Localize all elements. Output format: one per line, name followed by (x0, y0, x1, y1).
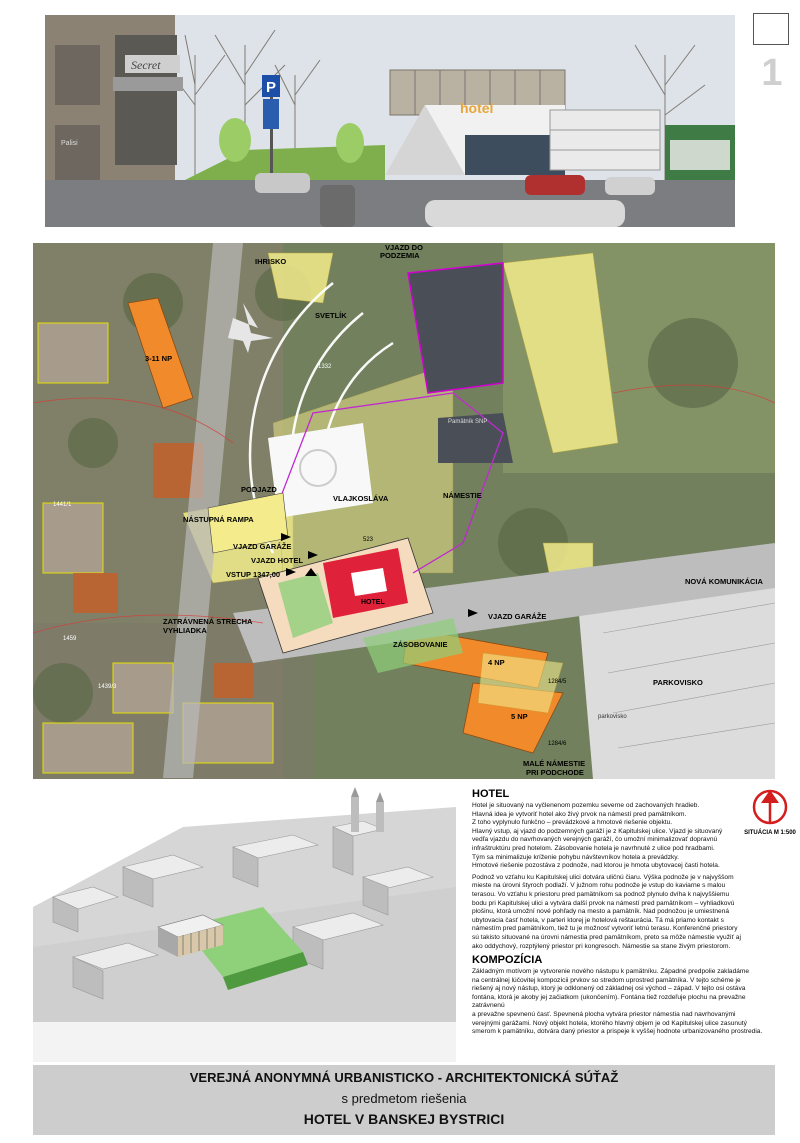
label-nastupna-rampa: NÁSTUPNÁ RAMPA (183, 515, 254, 524)
city-model-illustration (33, 787, 456, 1022)
title-band (33, 1065, 775, 1135)
label-pamatnik: Pamätník SNP (448, 419, 488, 425)
label-h1439: 1439/3 (98, 684, 117, 690)
label-4np: 4 NP (488, 658, 505, 667)
scale-label: SITUÁCIA M 1:500 (744, 830, 796, 836)
label-zatravnena-2: VYHLIADKA (163, 626, 207, 635)
label-zasobovanie: ZÁSOBOVANIE (393, 640, 448, 649)
city-model-render (33, 787, 456, 1022)
label-h1284: 1284/5 (548, 679, 567, 685)
label-male-namestie-1: MALÉ NÁMESTIE (523, 759, 586, 768)
label-nova-komunikacia: NOVÁ KOMUNIKÁCIA (685, 577, 763, 586)
label-ihrisko: IHRISKO (255, 257, 287, 266)
sheet-box (753, 13, 789, 45)
title-line-1: VEREJNÁ ANONYMNÁ URBANISTICKO - ARCHITEKTONICKÁ SÚŤAŽ (189, 1070, 619, 1085)
kompozicia-paragraph: Základným motívom je vytvorenie nového nástupu k pamätníku. Západné predpolie zakladáme na centrálnej lúčovitej kompozícii prvkov so stredom uprostred pamätníka. V tejto schéme je riešený aj nový nástup, ktorý je odklonený od základnej osi východ – západ. V tejto osi ostáva fontána, ktorá je akoby jej začiatkom (ukončením). Fontána tiež rozdeľuje plochu na prevažne zatrávnenú a prevažne spevnenú časť. Spevnená plocha vytvára priestor námestia nad navrhovanými verejnými garážami. Nový objekt hotela, ktorého hlavný objem je od Kapitulskej ulice zasunutý smerom k pamätníku, dotvára daný priestor a prispeje k vyššej hodnote urbanizovaného prostredia. (472, 968, 763, 1036)
label-hotel: HOTEL (361, 599, 385, 606)
label-male-namestie-2: PRI PODCHODE (526, 768, 584, 777)
description-text (472, 787, 772, 1057)
street-photo (45, 15, 735, 227)
label-vjazd-garaze-2: VJAZD GARÁŽE (488, 612, 547, 621)
hotel-logo: hotel (460, 100, 494, 116)
site-plan-drawing (33, 243, 775, 779)
shop-sign: Secret (131, 58, 161, 72)
label-namestie: NÁMESTIE (443, 491, 482, 500)
street-photo-illustration (45, 15, 735, 227)
label-svetlik: SVETLÍK (315, 311, 347, 320)
hotel-heading: HOTEL (472, 788, 510, 800)
label-vjazd-podzemia-2: PODZEMIA (380, 251, 420, 260)
model-base (33, 1022, 456, 1062)
kompozicia-heading: KOMPOZÍCIA (472, 954, 543, 967)
label-h523: 523 (363, 537, 374, 543)
label-h1459: 1459 (63, 636, 77, 642)
label-vstup: VSTUP 1347,00 (226, 570, 281, 579)
title-line-2: s predmetom riešenia (341, 1091, 467, 1106)
label-h1284b: 1284/6 (548, 741, 567, 747)
hotel-paragraph-2: Podnož vo vzťahu ku Kapitulskej ulici dotvára uličnú čiaru. Výška podnože je v najvyššom mieste na úrovni štyroch podlaží. V južnom rohu podnože je vstup do kaviarne s malou terasou. Vo vzťahu k priestoru pred pamätníkom sa podnož plynulo dvíha k najvyššiemu bodu pri Kapitulskej ulici a vytvára další prvok na námestí pred pamätníkom – vyhliadkovú plošinu, ktorá umožní nové pohľady na mesto a pamätník. Nad podnožou je umiestnená ubytovacia časť hotela, v parteri ktorej je hotelová reštaurácia. Tá má priamo kontakt s námestím pred pamätníkom, tiež tu je možnosť vytvoriť letnú terasu. Konferenčné priestory sú takisto situované na úrovni námestia pred pamätníkom, preto sa môže námestie využiť aj ako oddychový, rozptýlený priestor pri kongresoch. Námestie sa stane živým priestorom. (472, 873, 741, 950)
sheet-number: 1 (761, 52, 783, 94)
site-plan (33, 243, 775, 779)
label-5np: 5 NP (511, 712, 528, 721)
label-parkovisko-small: parkovisko (598, 714, 627, 720)
label-podjazd: PODJAZD (241, 485, 277, 494)
label-311np: 3-11 NP (145, 354, 173, 363)
label-parkovisko: PARKOVISKO (653, 678, 703, 687)
shop-side-sign: Palisi (61, 140, 78, 147)
hotel-paragraph-1: Hotel je situovaný na vyčlenenom pozemku severne od zachovaných hradieb. Hlavná idea je vytvoriť hotel ako živý prvok na námestí pred pamätníkom. Z toho vyplynulo funkčno – prevádzkové a hmotové riešenie objektu. Hlavný vstup, aj vjazd do podzemných garáží je z Kapitulskej ulice. Vjazd je situovaný vedľa vjazdu do navrhovaných verejných garáží, čo umožní minimalizovať dopravnú infraštruktúru pred hotelom. Zásobovanie hotela je navrhnuté z ulice pod hradbami. Tým sa minimalizuje kríženie pohybu návštevníkov hotela a prevádzky. Hmotové riešenie pozostáva z podnože, nad ktorou je hmota ubytovacej časti hotela. (472, 802, 723, 870)
title-line-3: HOTEL V BANSKEJ BYSTRICI (303, 1111, 505, 1127)
label-h1332: 1332 (318, 364, 332, 370)
label-zatravnena-1: ZATRÁVNENÁ STRECHA (163, 617, 253, 626)
label-vjazd-garaze-1: VJAZD GARÁŽE (233, 542, 292, 551)
label-vjazd-hotel: VJAZD HOTEL (251, 556, 304, 565)
label-vlajkoslava: VLAJKOSLÁVA (333, 494, 389, 503)
label-vjazd-podzemia-1: VJAZD DO (385, 243, 423, 252)
parking-sign: P (266, 79, 277, 96)
label-h1441: 1441/1 (53, 502, 72, 508)
